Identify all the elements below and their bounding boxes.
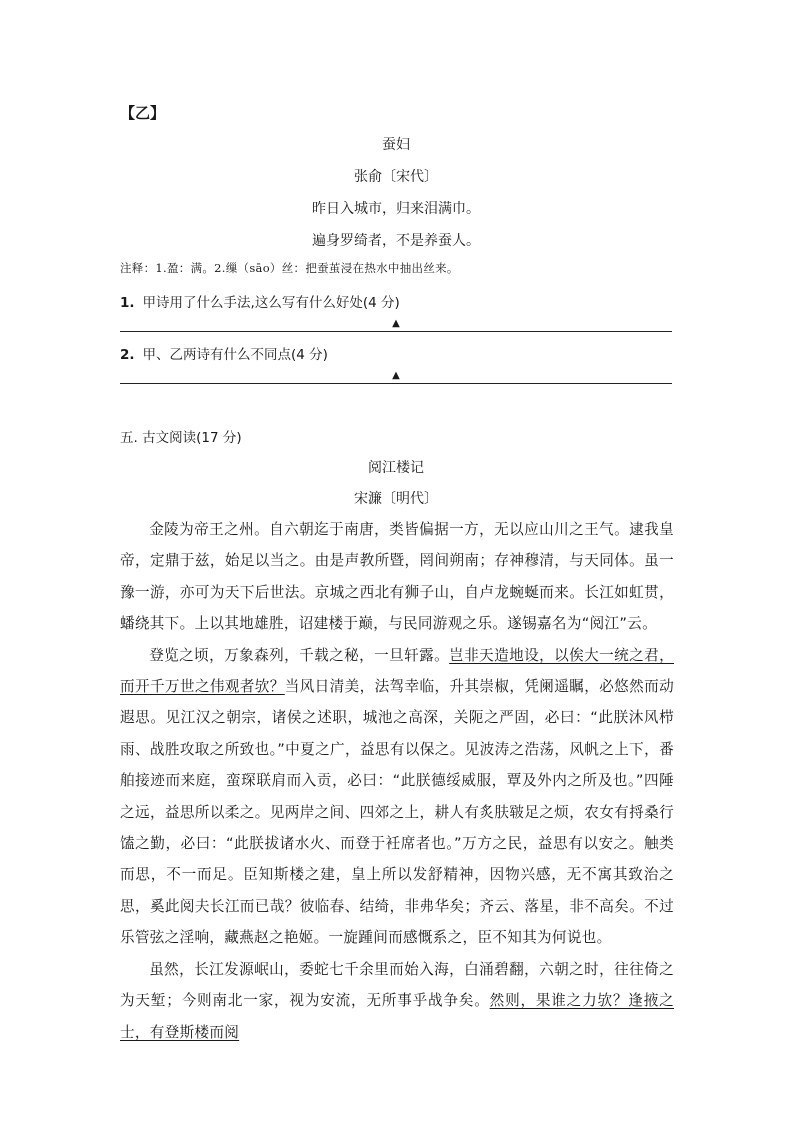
section-yi-label: 【乙】 bbox=[120, 104, 166, 122]
essay-paragraph-3 bbox=[120, 954, 674, 1048]
poem-note: 注释：1.盈：满。2.缫（sāo）丝：把蚕茧浸在热水中抽出丝来。 bbox=[120, 261, 459, 275]
question-2-number: 2. bbox=[120, 347, 135, 363]
answer-line-2[interactable] bbox=[120, 383, 672, 384]
answer-marker-2: ▲ bbox=[392, 370, 400, 381]
essay-author: 宋濂〔明代〕 bbox=[354, 491, 438, 507]
essay-paragraph-1: 金陵为帝王之州。自六朝迄于南唐，类皆偏据一方，无以应山川之王气。逮我皇帝，定鼎于兹，始足以当之。由是声教所暨，罔间朔南；存神穆清，与天同体。虽一豫一游，亦可为天下后世法。京城之西北有狮子山，自卢龙蜿蜒而来。长江如虹贯，蟠绕其下。上以其地雄胜，诏建楼于巅，与民同游观之乐。遂锡嘉名为“阅江”云。 bbox=[120, 521, 674, 633]
question-1 bbox=[120, 291, 400, 311]
poem-author: 张俞〔宋代〕 bbox=[354, 169, 438, 185]
poem-title: 蚕妇 bbox=[382, 137, 410, 153]
question-2 bbox=[120, 343, 328, 363]
paragraph-2-text-b: 当风日清美，法驾幸临，升其崇椒，凭阑遥瞩，必悠然而动遐思。见江汉之朝宗，诸侯之述职，城池之高深，关阨之严固，必曰：“此朕沐风栉雨、战胜攻取之所致也。”中夏之广，益思有以保之。见波涛之浩荡，风帆之上下，番舶接迹而来庭，蛮琛联肩而入贡，必曰：“此朕德绥威服，覃及外内之所及也。”四陲之远，益思所以柔之。见两岸之间、四郊之上，耕人有炙肤皲足之烦，农女有捋桑行馌之勤，必曰：“此朕拔诸水火、而登于衽席者也。”万方之民，益思有以安之。触类而思，不一而足。臣知斯楼之建，皇上所以发舒精神，因物兴感，无不寓其致治之思，奚此阅夫长江而已哉？彼临春、结绮，非弗华矣；齐云、落星，非不高矣。不过乐管弦之淫响，藏燕赵之艳姬。一旋踵间而感慨系之，臣不知其为何说也。 bbox=[120, 678, 674, 947]
answer-marker-1: ▲ bbox=[392, 318, 400, 329]
question-1-number: 1. bbox=[120, 295, 135, 311]
essay-body bbox=[120, 514, 674, 1048]
essay-title: 阅江楼记 bbox=[368, 460, 424, 476]
paragraph-2-text-a: 登览之顷，万象森列，千载之秘，一旦轩露。 bbox=[149, 646, 450, 664]
section-5-heading: 五. 古文阅读(17 分) bbox=[120, 430, 242, 446]
question-1-text: 甲诗用了什么手法,这么写有什么好处(4 分) bbox=[142, 295, 400, 311]
poem-line-1: 昨日入城市，归来泪满巾。 bbox=[312, 201, 480, 217]
answer-line-1[interactable] bbox=[120, 331, 672, 332]
essay-paragraph-2 bbox=[120, 640, 674, 954]
poem-line-2: 遍身罗绮者，不是养蚕人。 bbox=[312, 233, 480, 249]
question-2-text: 甲、乙两诗有什么不同点(4 分) bbox=[142, 347, 328, 363]
underlined-sentence-1: 岂非天造地设，以俟大一统之君，而开千万世之伟观者欤？ bbox=[120, 646, 674, 696]
paragraph-3-text-a: 虽然，长江发源岷山，委蛇七千余里而始入海，白涌碧翻，六朝之时，往往倚之为天堑；今则南北一家，视为安流，无所事乎战争矣。 bbox=[120, 960, 674, 1010]
underlined-sentence-2: 然则，果谁之力欤？逢掖之士，有登斯楼而阅 bbox=[120, 992, 674, 1041]
